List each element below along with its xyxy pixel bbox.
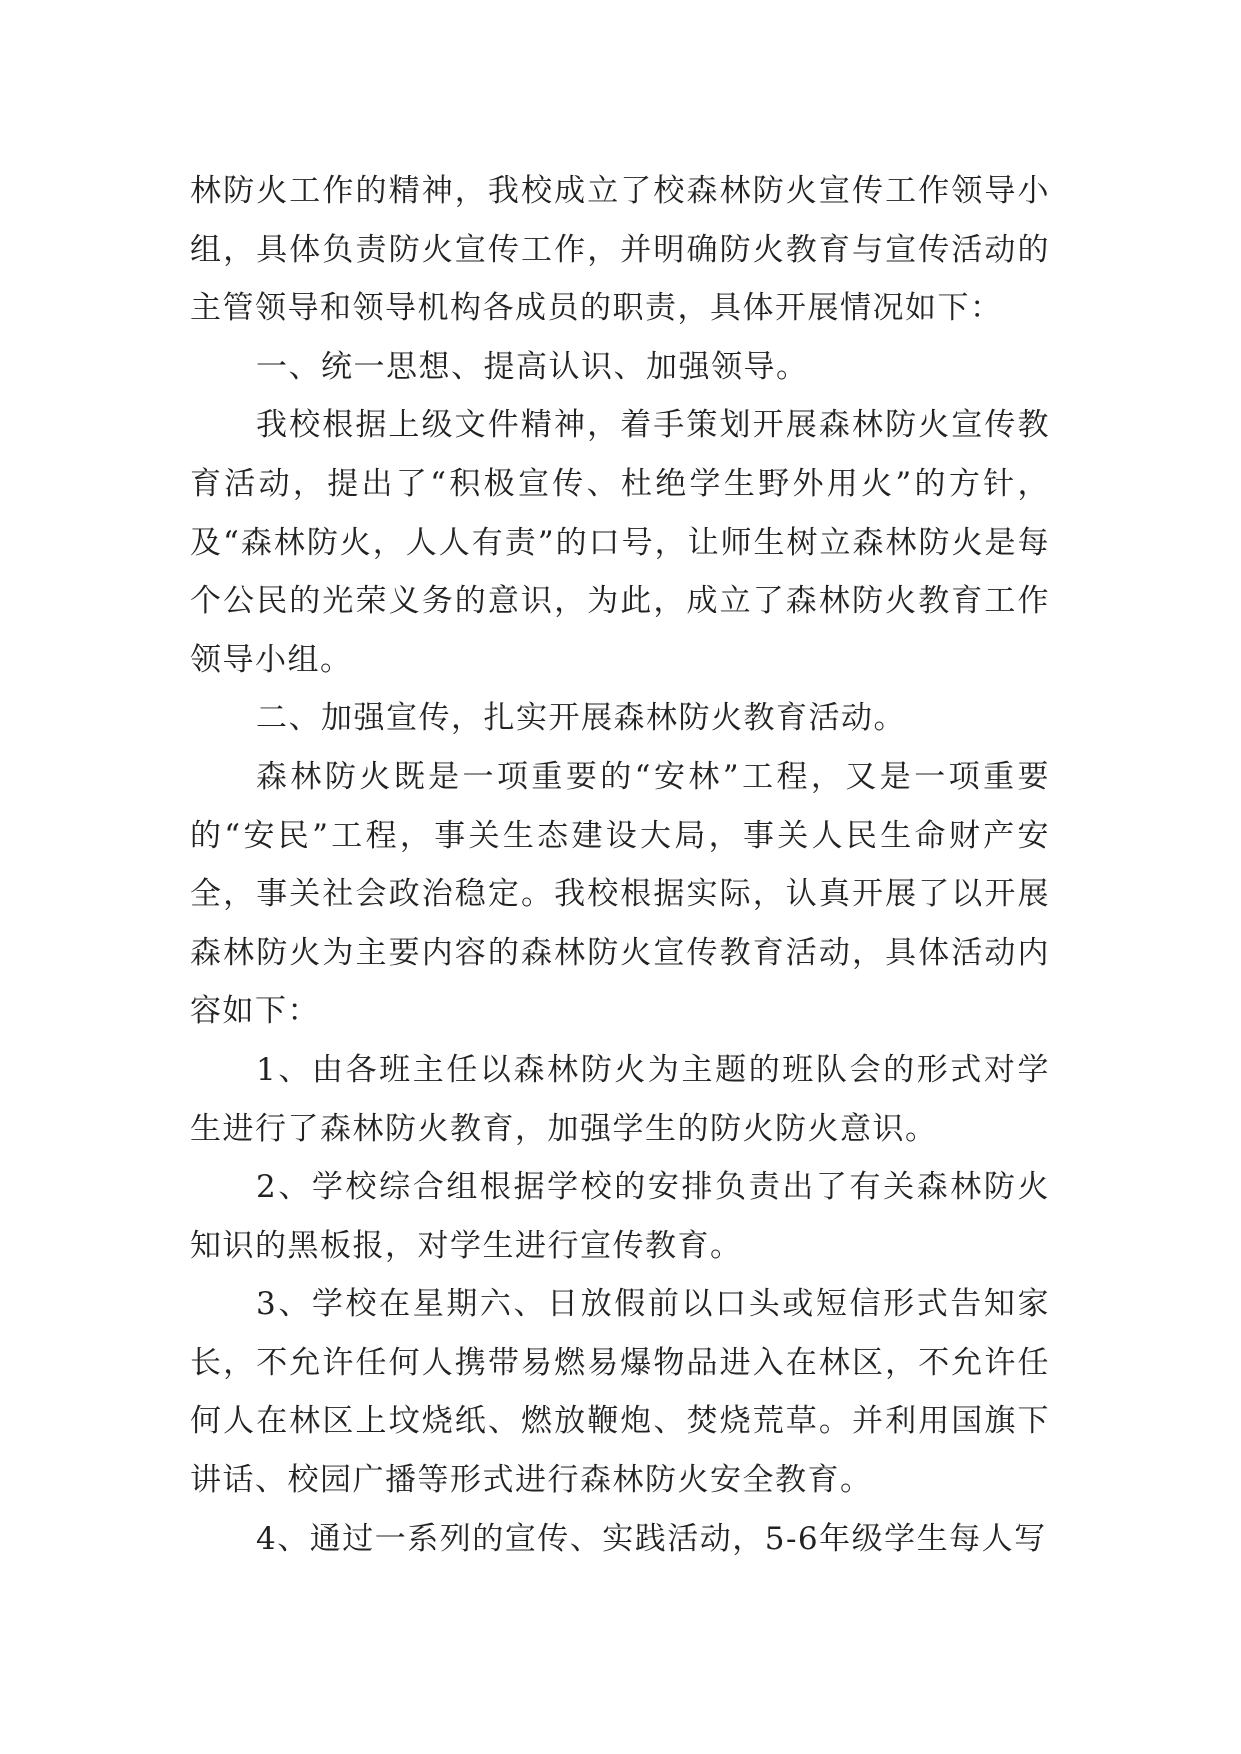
list-item-4: 4、通过一系列的宣传、实践活动，5-6年级学生每人写 [256, 1520, 1047, 1557]
paragraph-section-two-body: 森林防火既是一项重要的“安林”工程，又是一项重要的“安民”工程，事关生态建设大局，事关人民生命财产安全，事关社会政治稳定。我校根据实际，认真开展了以开展森林防火为主要内容的森林防火宣传教育活动，具体活动内容如下： [190, 758, 1050, 1030]
list-item-3: 3、学校在星期六、日放假前以口头或短信形式告知家长，不允许任何人携带易燃易爆物品进入在林区，不允许任何人在林区上坟烧纸、燃放鞭炮、焚烧荒草。并利用国旗下讲话、校园广播等形式进行森林防火安全教育。 [190, 1286, 1050, 1499]
list-item-1: 1、由各班主任以森林防火为主题的班队会的形式对学生进行了森林防火教育，加强学生的防火防火意识。 [190, 1051, 1050, 1147]
list-item-2: 2、学校综合组根据学校的安排负责出了有关森林防火知识的黑板报，对学生进行宣传教育。 [190, 1169, 1050, 1264]
paragraph-intro-continuation: 林防火工作的精神，我校成立了校森林防火宣传工作领导小组，具体负责防火宣传工作，并明确防火教育与宣传活动的主管领导和领导机构各成员的职责，具体开展情况如下： [190, 173, 1050, 327]
heading-section-one: 一、统一思想、提高认识、加强领导。 [256, 348, 809, 385]
document-body [190, 162, 1050, 1568]
heading-section-two: 二、加强宣传，扎实开展森林防火教育活动。 [256, 700, 906, 737]
paragraph-section-one-body: 我校根据上级文件精神，着手策划开展森林防火宣传教育活动，提出了“积极宣传、杜绝学生野外用火”的方针，及“森林防火，人人有责”的口号，让师生树立森林防火是每个公民的光荣义务的意识，为此，成立了森林防火教育工作领导小组。 [190, 407, 1050, 678]
